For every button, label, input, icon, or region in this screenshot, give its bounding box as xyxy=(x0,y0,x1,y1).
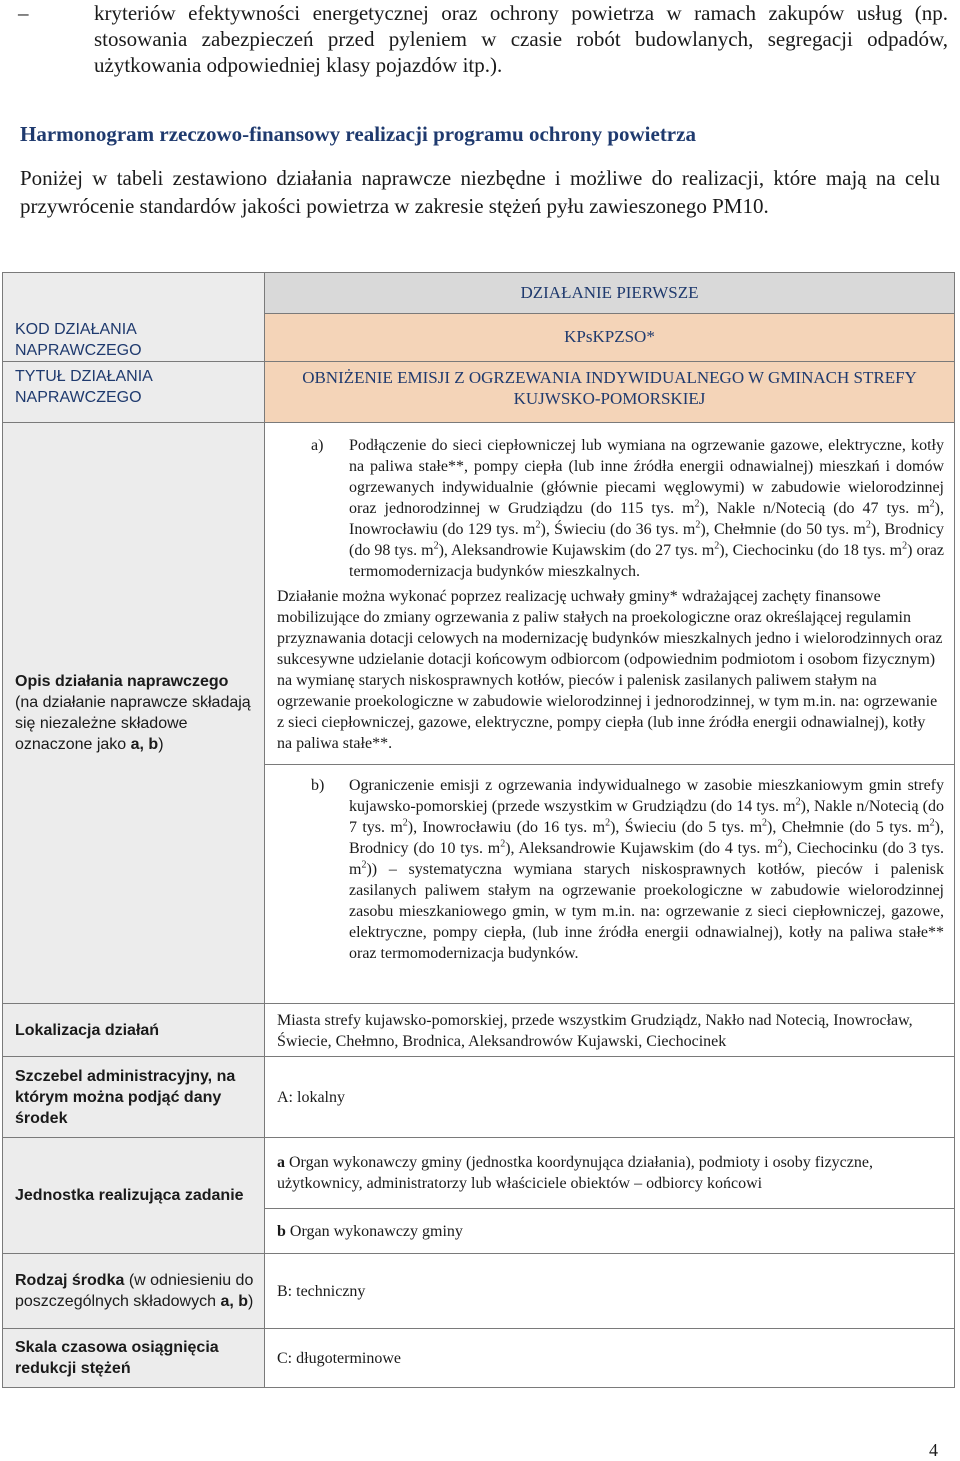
type-value: B: techniczny xyxy=(265,1254,955,1329)
unit-label-cell xyxy=(3,1138,265,1254)
bullet-dash: – xyxy=(18,1,29,25)
type-label: Rodzaj środka (w odniesieniu do poszczególnych składowych a, b) xyxy=(15,1272,254,1310)
loc-label-cell xyxy=(3,1004,265,1057)
time-label-cell xyxy=(3,1329,265,1388)
time-value: C: długoterminowe xyxy=(265,1329,955,1388)
unit-label: Jednostka realizująca zadanie xyxy=(15,1187,244,1204)
item-a: a) Podłączenie do sieci ciepłowniczej lub wymiana na ogrzewanie gazowe, elektryczne, kotły na paliwa stałe**, pompy ciepła (lub inne źródła energii odnawialnej) mieszkań i domów ogrzewanych indywidualnie (głównie piecami węglowymi) w zabudowie wielorodzinnej oraz jednorodzinnej w Grudziądzu (do 115 tys. $m^2$), Nakle n/Notecią (do 47 tys. $m^2$), Inowrocławiu (do 129 tys. $m^2$), Świeciu (do 36 tys. $m^2$), Chełmnie (do 50 tys. $m^2$), Brodnicy (do 98 tys. $m^2$), Aleksandrowie Kujawskim (do 27 tys. $m^2$), Ciechocinku (do 18 tys. $m^2$) oraz termomodernizacja budynków mieszkalnych. xyxy=(311,437,945,580)
item-a-extra: Działanie można wykonać poprzez realizację uchwały gminy* wdrażającej zachęty finansowe mobilizujące do zmiany ogrzewania z paliw stałych na proekologiczne oraz określającej regulamin przyznawania dotacji celowych na modernizację budynków mieszkalnych jedno i wielorodzinnych oraz sukcesywne udzielanie dotacji końcowym odbiorcom (odpowiednim podmiotom i osobom fizycznym) na wymianę starych niskosprawnych kotłów, pieców i palenisk zasilanych paliwem stałym na ogrzewanie proekologiczne w zabudowie wielorodzinnej i jednorodzinnej, w tym m.in. na: ogrzewanie z sieci ciepłowniczej, gazowe, elektryczne, pompy ciepła (lub inne źródła energii odnawialnej), kotły na paliwa stałe**. xyxy=(277,588,943,752)
loc-label: Lokalizacja działań xyxy=(15,1021,160,1039)
page-number: 4 xyxy=(929,1440,938,1460)
admin-value: A: lokalny xyxy=(265,1057,955,1138)
title-label-cell xyxy=(3,362,265,423)
code-label-cell xyxy=(3,273,265,362)
desc-label-note: (na działanie naprawcze składają się niezależne składowe oznaczone jako a, b) xyxy=(15,694,251,753)
title-value: OBNIŻENIE EMISJI Z OGRZEWANIA INDYWIDUALNEGO W GMINACH STREFY KUJWSKO-POMORSKIEJ xyxy=(265,362,955,423)
unit-b-value: b Organ wykonawczy gminy xyxy=(265,1209,955,1254)
intro-paragraph: Poniżej w tabeli zestawiono działania naprawcze niezbędne i możliwe do realizacji, które mają na celu przywrócenie standardów jakości powietrza w zakresie stężeń pyłu zawieszonego PM10. xyxy=(20,166,940,218)
admin-label: Szczebel administracyjny, na którym można podjąć dany środek xyxy=(15,1067,236,1127)
code-value: KPsKPZSO* xyxy=(265,314,955,362)
desc-value-cell xyxy=(265,423,955,1004)
title-label: TYTUŁ DZIAŁANIA NAPRAWCZEGO xyxy=(15,368,152,406)
top-header: DZIAŁANIE PIERWSZE xyxy=(265,273,955,314)
type-label-cell xyxy=(3,1254,265,1329)
item-a-label: a) xyxy=(311,437,324,454)
item-b: b) Ograniczenie emisji z ogrzewania indywidualnego w zasobie mieszkaniowym gmin strefy kujawsko-pomorskiej (przede wszystkim w Grudziądzu (do 14 tys. $m^2$), Nakle n/Notecią (do 7 tys. $m^2$), Inowrocławiu (do 16 tys. $m^2$), Świeciu (do 5 tys. $m^2$), Chełmnie (do 5 tys. $m^2$), Brodnicy (do 10 tys. $m^2$), Aleksandrowie Kujawskim (do 4 tys. $m^2$), Ciechocinku (do 3 tys. $m^2$)) – systematyczna wymiana starych niskosprawnych kotłów, pieców i palenisk zasilanych paliwem stałym na ogrzewanie proekologiczne w zabudowie wielorodzinnej zasobu mieszkaniowego gmin, w tym m.in. na: ogrzewanie z sieci ciepłowniczej, gazowe, elektryczne, pompy ciepła, (lub inne źródła energii odnawialnej), kotły na paliwa stałe** oraz termomodernizacja budynków. xyxy=(311,777,945,962)
remedial-action-table xyxy=(2,272,955,1388)
loc-value: Miasta strefy kujawsko-pomorskiej, przede wszystkim Grudziądz, Nakło nad Notecią, Inowrocław, Świecie, Chełmno, Brodnica, Aleksandrowów Kujawski, Ciechocinek xyxy=(265,1004,955,1057)
item-b-label: b) xyxy=(311,777,325,794)
admin-label-cell xyxy=(3,1057,265,1138)
desc-label-cell xyxy=(3,423,265,1004)
desc-label-bold: Opis działania naprawczego xyxy=(15,673,229,690)
bullet-text: kryteriów efektywności energetycznej oraz ochrony powietrza w ramach zakupów usług (np. stosowania zabezpieczeń przed pyleniem w czasie robót budowlanych, segregacji odpadów, użytkowania odpowiedniej klasy pojazdów itp.). xyxy=(94,1,948,77)
time-label: Skala czasowa osiągnięcia redukcji stężeń xyxy=(15,1339,219,1377)
section-heading: Harmonogram rzeczowo-finansowy realizacji programu ochrony powietrza xyxy=(20,122,696,146)
unit-a-value: a Organ wykonawczy gminy (jednostka koordynująca działania), podmioty i osoby fizyczne, użytkownicy, administratorzy lub właściciele obiektów – odbiorcy końcowi xyxy=(265,1138,955,1209)
bullet-paragraph xyxy=(18,0,948,78)
code-label: KOD DZIAŁANIA NAPRAWCZEGO xyxy=(15,321,142,359)
